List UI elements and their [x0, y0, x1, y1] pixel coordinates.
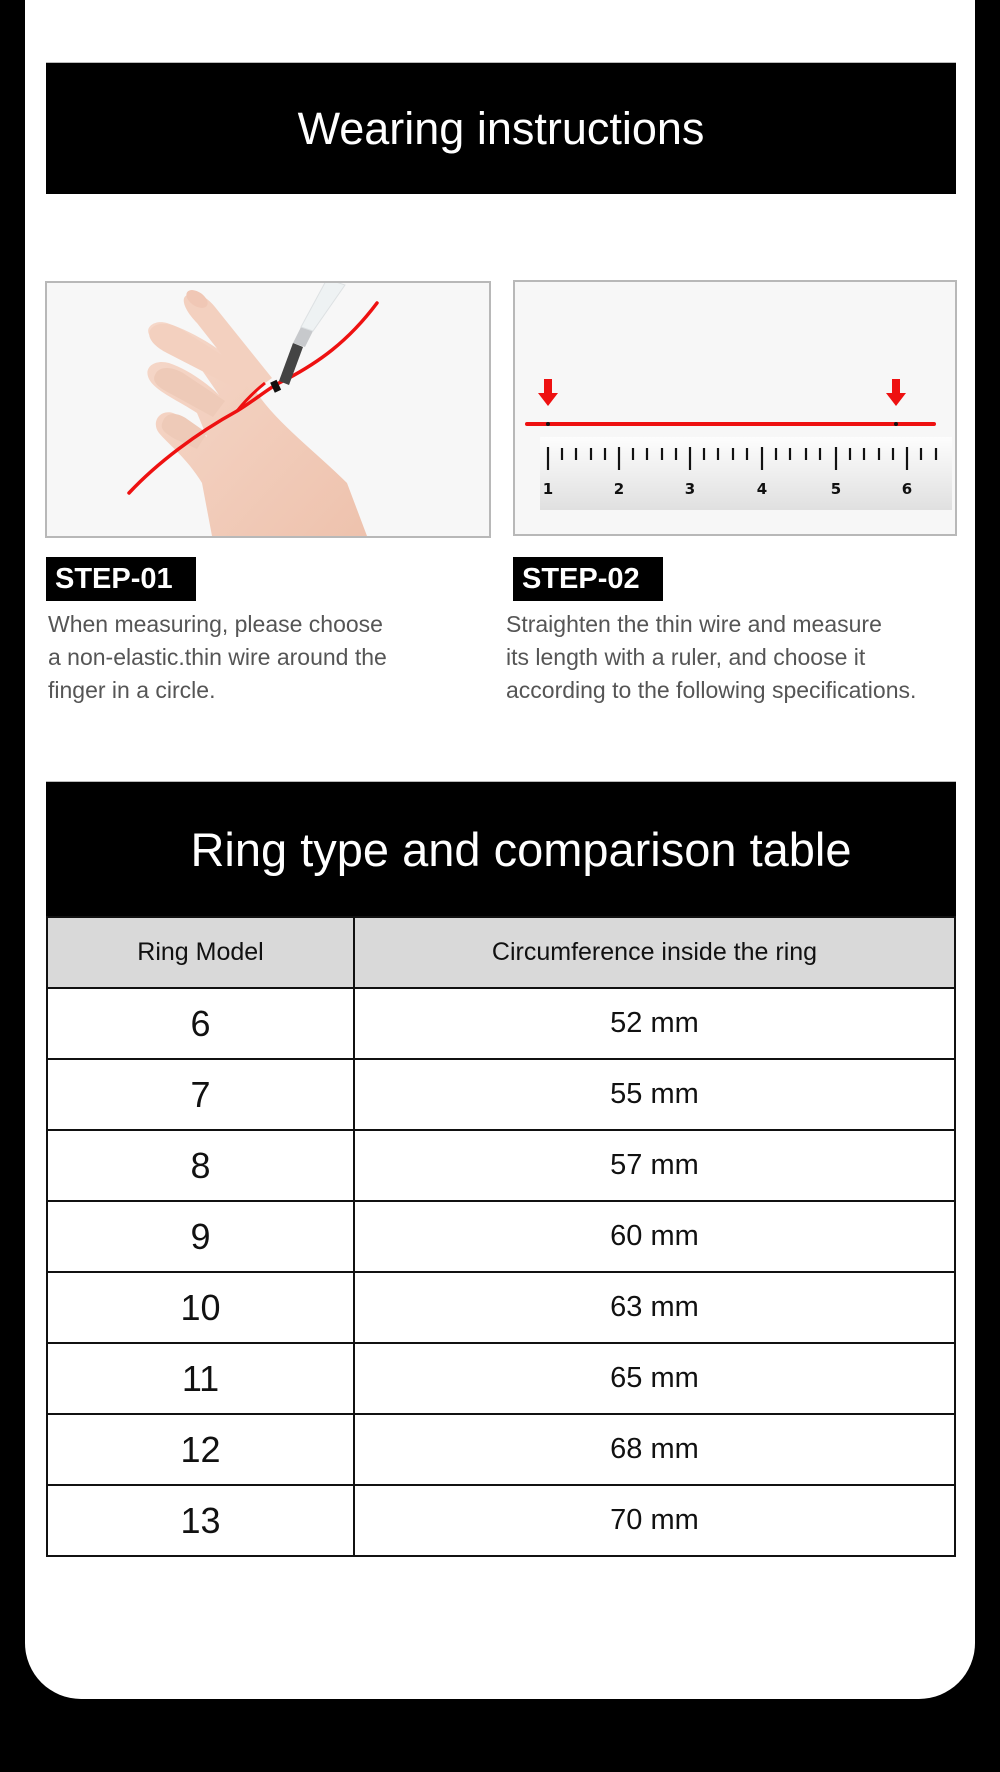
step-02-badge: STEP-02	[513, 557, 663, 601]
table-header-row	[47, 917, 955, 988]
circumference-cell: 57 mm	[354, 1130, 955, 1201]
circumference-cell: 63 mm	[354, 1272, 955, 1343]
size-table-banner	[46, 782, 956, 916]
header-circumference: Circumference inside the ring	[354, 917, 955, 988]
ring-model-cell: 10	[47, 1272, 354, 1343]
hand-wire-illustration	[47, 283, 489, 536]
header-ring-model: Ring Model	[47, 917, 354, 988]
ring-model-cell: 7	[47, 1059, 354, 1130]
table-row	[47, 1201, 955, 1272]
table-row	[47, 1130, 955, 1201]
ring-model-cell: 6	[47, 988, 354, 1059]
table-row	[47, 988, 955, 1059]
step-01-badge: STEP-01	[46, 557, 196, 601]
ring-model-cell: 13	[47, 1485, 354, 1556]
step-01-description: When measuring, please choose a non-elastic.thin wire around the finger in a circle.	[48, 611, 387, 703]
wearing-instructions-title: Wearing instructions	[297, 102, 705, 154]
size-table-title: Ring type and comparison table	[190, 822, 852, 876]
ring-model-cell: 9	[47, 1201, 354, 1272]
ring-model-cell: 8	[47, 1130, 354, 1201]
circumference-cell: 70 mm	[354, 1485, 955, 1556]
step-01-image	[45, 281, 491, 538]
circumference-cell: 55 mm	[354, 1059, 955, 1130]
circumference-cell: 65 mm	[354, 1343, 955, 1414]
svg-text:3: 3	[684, 480, 696, 498]
table-row	[47, 1272, 955, 1343]
circumference-cell: 68 mm	[354, 1414, 955, 1485]
svg-text:6: 6	[901, 480, 913, 498]
table-row	[47, 1414, 955, 1485]
step-02-description: Straighten the thin wire and measure its length with a ruler, and choose it according to the following specifications.	[506, 611, 917, 703]
circumference-cell: 52 mm	[354, 988, 955, 1059]
circumference-cell: 60 mm	[354, 1201, 955, 1272]
ring-size-table	[46, 916, 956, 1557]
wearing-instructions-banner	[46, 63, 956, 194]
svg-text:1: 1	[542, 480, 554, 498]
ring-model-cell: 12	[47, 1414, 354, 1485]
step-02-image	[513, 280, 957, 536]
table-row	[47, 1059, 955, 1130]
svg-text:4: 4	[756, 480, 768, 498]
svg-text:5: 5	[830, 480, 842, 498]
ring-model-cell: 11	[47, 1343, 354, 1414]
table-row	[47, 1343, 955, 1414]
table-row	[47, 1485, 955, 1556]
ruler-illustration	[515, 282, 955, 534]
svg-text:2: 2	[613, 480, 625, 498]
